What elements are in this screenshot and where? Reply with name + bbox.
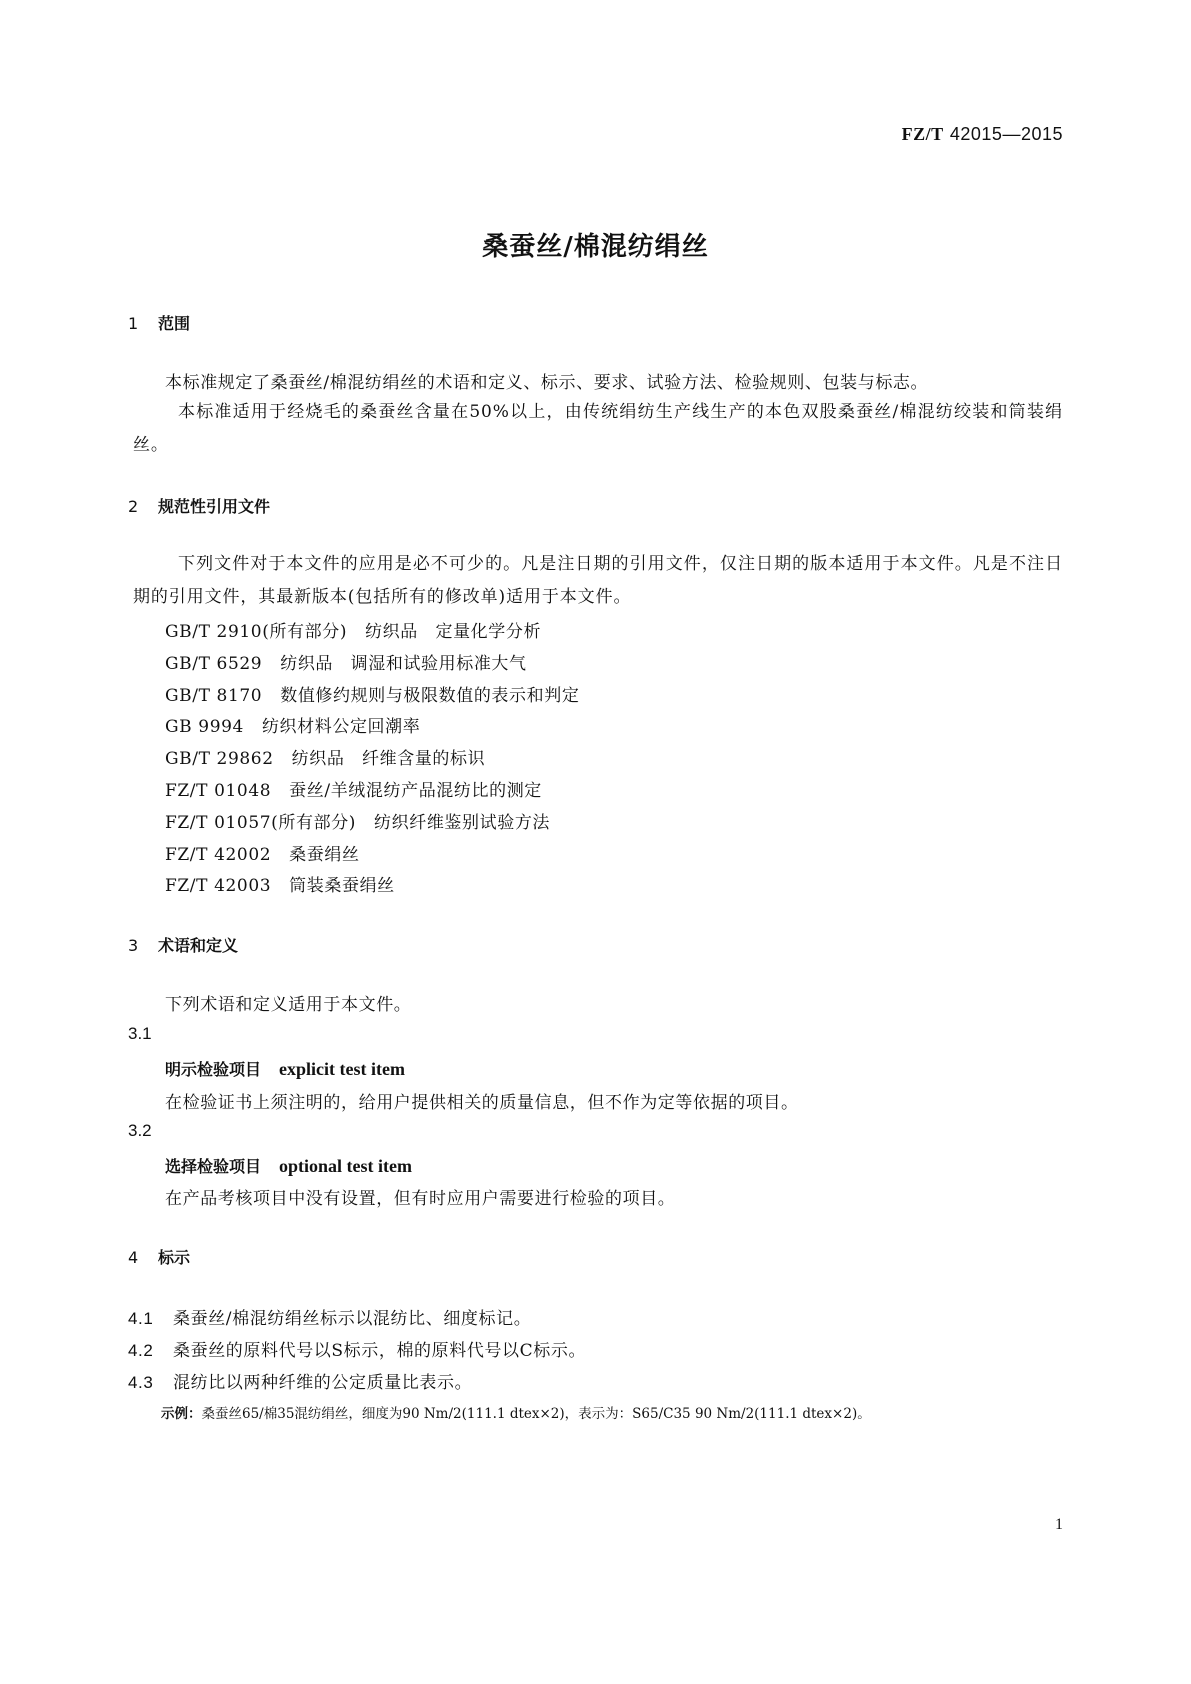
- clause-number: 4.3: [128, 1373, 154, 1392]
- term-english: explicit test item: [279, 1059, 405, 1079]
- section-1-paragraph-1: 本标准规定了桑蚕丝/棉混纺绢丝的术语和定义、标示、要求、试验方法、检验规则、包装与标志。: [165, 373, 929, 393]
- reference-title: 桑蚕绢丝: [289, 845, 360, 865]
- reference-title: 纺织纤维鉴别试验方法: [374, 813, 551, 833]
- reference-title: 筒装桑蚕绢丝: [289, 876, 395, 896]
- reference-code: FZ/T 01057(所有部分): [165, 813, 357, 833]
- reference-title: 纺织品 调湿和试验用标准大气: [280, 654, 527, 674]
- example-text: 桑蚕丝65/棉35混纺绢丝，细度为90 Nm/2(111.1 dtex×2)，表示为：S65/C35 90 Nm/2(111.1 dtex×2)。: [201, 1406, 871, 1422]
- reference-item: [165, 840, 360, 865]
- document-title: 桑蚕丝/棉混纺绢丝: [482, 232, 709, 262]
- term-definition: 在检验证书上须注明的，给用户提供相关的质量信息，但不作为定等依据的项目。: [165, 1093, 799, 1113]
- term-heading: [165, 1057, 405, 1080]
- reference-code: FZ/T 42002: [165, 845, 272, 865]
- standard-code-prefix: FZ/T: [901, 124, 944, 144]
- term-number: 3.1: [128, 1024, 152, 1043]
- clause-text: 桑蚕丝/棉混纺绢丝标示以混纺比、细度标记。: [173, 1309, 532, 1329]
- section-2-heading: [128, 494, 270, 517]
- standard-code-number: 42015—2015: [949, 124, 1063, 144]
- clause-number: 4.2: [128, 1341, 154, 1360]
- reference-item: [165, 776, 542, 801]
- section-number: 1: [128, 314, 139, 333]
- section-3-intro: 下列术语和定义适用于本文件。: [165, 995, 412, 1015]
- section-number: 2: [128, 497, 139, 516]
- reference-item: [165, 871, 395, 896]
- section-title: 规范性引用文件: [158, 497, 271, 516]
- section-3-heading: [128, 933, 238, 956]
- term-english: optional test item: [279, 1156, 412, 1176]
- reference-code: GB/T 6529: [165, 654, 263, 674]
- section-4-heading: [128, 1245, 190, 1268]
- term-number: 3.2: [128, 1121, 152, 1140]
- term-chinese: 明示检验项目: [165, 1060, 262, 1079]
- section-number: 4: [128, 1248, 139, 1267]
- reference-item: [165, 681, 579, 706]
- reference-code: FZ/T 42003: [165, 876, 272, 896]
- reference-item: [165, 712, 420, 737]
- reference-title: 纺织品 纤维含量的标识: [291, 749, 486, 769]
- section-1-paragraph-2: 本标准适用于经烧毛的桑蚕丝含量在50%以上，由传统绢纺生产线生产的本色双股桑蚕丝/棉混纺绞装和筒装绢丝。: [133, 402, 1063, 455]
- section-1-heading: [128, 311, 190, 334]
- page-number: 1: [1055, 1516, 1063, 1533]
- reference-code: GB/T 2910(所有部分): [165, 622, 348, 642]
- clause-number: 4.1: [128, 1309, 154, 1328]
- reference-item: [165, 617, 541, 642]
- term-heading: [165, 1154, 412, 1177]
- clause-text: 混纺比以两种纤维的公定质量比表示。: [173, 1373, 473, 1393]
- clause-item: [128, 1368, 472, 1393]
- reference-code: GB 9994: [165, 717, 244, 737]
- clause-text: 桑蚕丝的原料代号以S标示，棉的原料代号以C标示。: [173, 1341, 587, 1361]
- section-title: 术语和定义: [158, 936, 239, 955]
- example-label: 示例：: [161, 1406, 202, 1422]
- clause-item: [128, 1304, 531, 1329]
- example-note: [161, 1402, 871, 1422]
- reference-code: FZ/T 01048: [165, 781, 272, 801]
- reference-item: [165, 744, 485, 769]
- clause-item: [128, 1336, 586, 1361]
- reference-item: [165, 649, 527, 674]
- reference-code: GB/T 8170: [165, 686, 263, 706]
- section-2-intro: 下列文件对于本文件的应用是必不可少的。凡是注日期的引用文件，仅注日期的版本适用于本文件。凡是不注日期的引用文件，其最新版本(包括所有的修改单)适用于本文件。: [133, 554, 1063, 607]
- term-definition: 在产品考核项目中没有设置，但有时应用户需要进行检验的项目。: [165, 1189, 676, 1209]
- section-title: 标示: [158, 1248, 191, 1267]
- reference-title: 蚕丝/羊绒混纺产品混纺比的测定: [289, 781, 542, 801]
- section-title: 范围: [158, 314, 191, 333]
- section-number: 3: [128, 936, 139, 955]
- reference-title: 纺织品 定量化学分析: [365, 622, 542, 642]
- reference-title: 数值修约规则与极限数值的表示和判定: [280, 686, 580, 706]
- reference-item: [165, 808, 550, 833]
- term-chinese: 选择检验项目: [165, 1157, 262, 1176]
- standard-code: [902, 124, 1063, 145]
- reference-code: GB/T 29862: [165, 749, 274, 769]
- reference-title: 纺织材料公定回潮率: [261, 717, 421, 737]
